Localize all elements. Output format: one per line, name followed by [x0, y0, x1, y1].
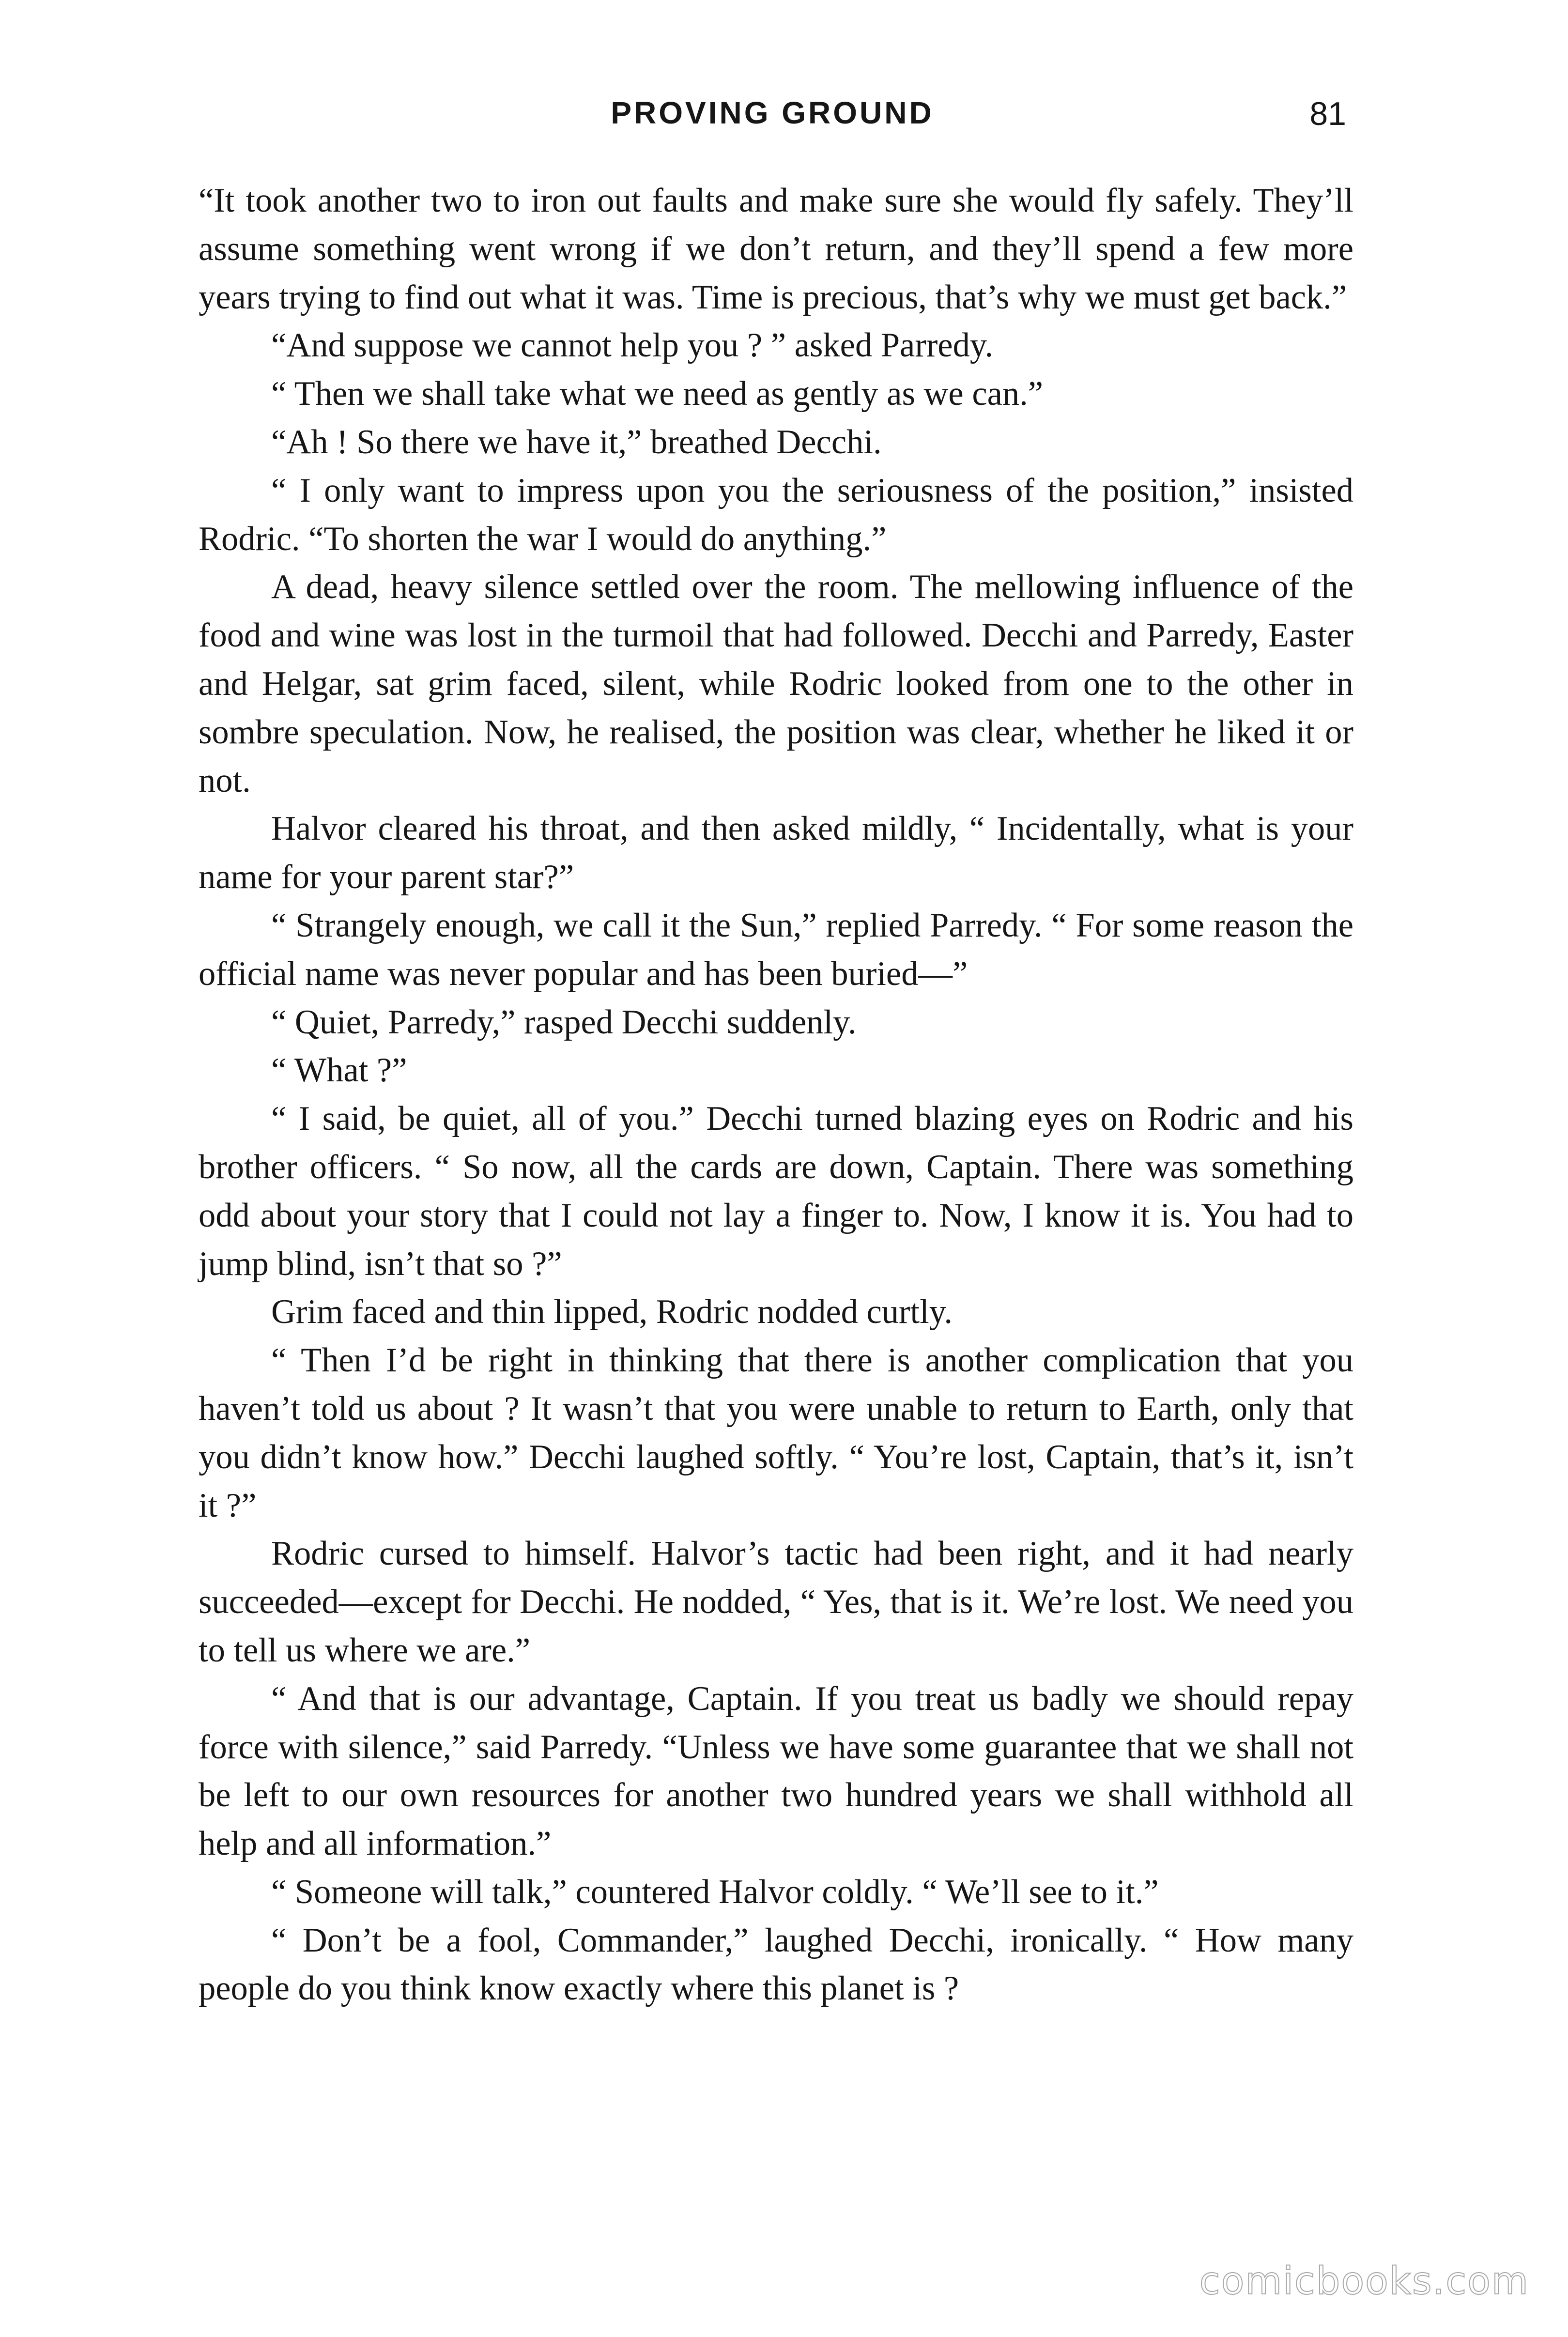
- paragraph: “ Quiet, Parredy,” rasped Decchi suddenly.: [271, 1003, 857, 1041]
- body-text: [199, 177, 1353, 2013]
- watermark: comicbooks.com: [1199, 2260, 1529, 2303]
- paragraph: “ And that is our advantage, Captain. If you treat us badly we should repay force with silence,” said Parredy. “Unless we have some guarantee that we shall not be left to our own resources for another two hundred years we shall withhold all help and all information.”: [199, 1679, 1353, 1863]
- paragraph: “ Someone will talk,” countered Halvor coldly. “ We’ll see to it.”: [271, 1873, 1159, 1911]
- paragraph: “Ah ! So there we have it,” breathed Decchi.: [271, 423, 882, 461]
- paragraph: “ Then we shall take what we need as gently as we can.”: [271, 375, 1044, 413]
- paragraph: “ Then I’d be right in thinking that there is another complication that you haven’t told us about ? It wasn’t that you were unable to return to Earth, only that you didn’t know how.” Decchi laughed softly. “ You’re lost, Captain, that’s it, isn’t it ?”: [199, 1341, 1353, 1524]
- paragraph: “ I only want to impress upon you the seriousness of the position,” insisted Rodric. “To shorten the war I would do anything.”: [199, 471, 1353, 558]
- paragraph: A dead, heavy silence settled over the room. The mellowing influence of the food and wine was lost in the turmoil that had followed. Decchi and Parredy, Easter and Helgar, sat grim faced, silent, while Rodric looked from one to the other in sombre speculation. Now, he realised, the position was clear, whether he liked it or not.: [199, 568, 1353, 800]
- paragraph: Rodric cursed to himself. Halvor’s tactic had been right, and it had nearly succeeded—except for Decchi. He nodded, “ Yes, that is it. We’re lost. We need you to tell us where we are.”: [199, 1535, 1353, 1669]
- paragraph: Halvor cleared his throat, and then asked mildly, “ Incidentally, what is your name for your parent star?”: [199, 810, 1353, 896]
- page-number: 81: [1309, 95, 1346, 132]
- paragraph: “It took another two to iron out faults and make sure she would fly safely. They’ll assume something went wrong if we don’t return, and they’ll spend a few more years trying to find out what it was. Time is precious, that’s why we must get back.”: [199, 182, 1353, 316]
- running-head: PROVING GROUND: [611, 95, 934, 130]
- paragraph: “ I said, be quiet, all of you.” Decchi turned blazing eyes on Rodric and his brother officers. “ So now, all the cards are down, Captain. There was something odd about your story that I could not lay a finger to. Now, I know it is. You had to jump blind, isn’t that so ?”: [199, 1100, 1353, 1283]
- paragraph: Grim faced and thin lipped, Rodric nodded curtly.: [271, 1293, 953, 1331]
- paragraph: “ Don’t be a fool, Commander,” laughed Decchi, ironically. “ How many people do you think know exactly where this planet is ?: [199, 1921, 1353, 2008]
- paragraph: “ What ?”: [271, 1051, 407, 1090]
- paragraph: “ Strangely enough, we call it the Sun,” replied Parredy. “ For some reason the official name was never popular and has been buried—”: [199, 906, 1353, 993]
- paragraph: “And suppose we cannot help you ? ” asked Parredy.: [271, 326, 994, 365]
- page-header: [199, 95, 1346, 148]
